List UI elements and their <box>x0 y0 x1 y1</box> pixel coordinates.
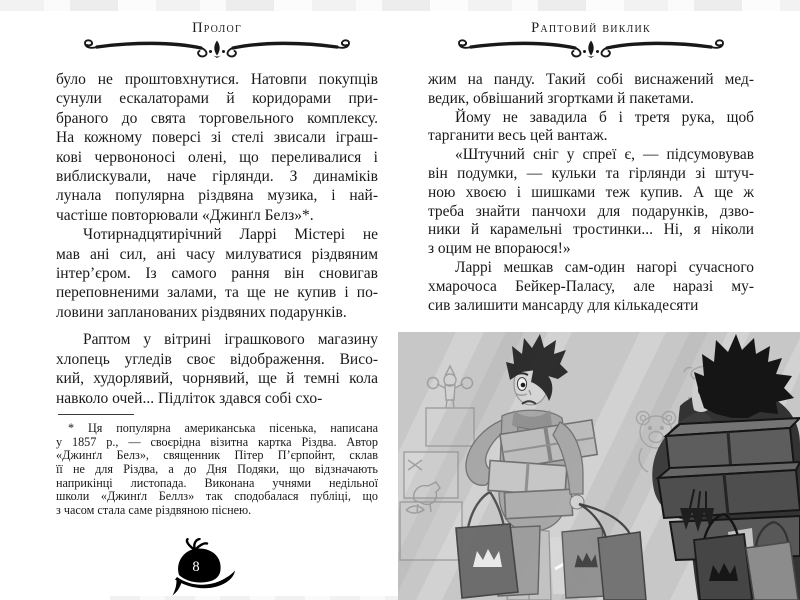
text-line: мав ані сил, ані часу милуватися різдвяним <box>56 245 378 263</box>
text-line: з оцим не впораюся!» <box>428 240 571 258</box>
page-number: 8 <box>192 559 200 575</box>
ornamental-flourish <box>81 39 353 59</box>
ornamental-flourish <box>455 39 727 59</box>
footnote-line: * Ця популярна американська пісенька, написана <box>68 420 378 435</box>
chapter-title-right: Раптовий виклик <box>531 20 651 36</box>
text-line: браного до свята торговельного комплексу. <box>56 109 378 127</box>
text-line: Ларрі мешкав сам-один нагорі сучасного <box>455 258 754 276</box>
text-line: частіше повторювали «Джинґл Белз»*. <box>56 206 314 224</box>
text-line: ною хвоєю і шишками теж купив. А ще ж <box>428 183 754 201</box>
footnote-text <box>56 422 378 518</box>
text-line: треба знайти панчохи для подарунків, дзво- <box>428 202 754 220</box>
text-line: переповненими залами, та ще не купив і по- <box>56 284 378 302</box>
footnote-line: у 1857 р., — своєрідна візитна картка Різдва. Автор <box>56 434 378 449</box>
text-line: виблискували, наче гірлянди. З динаміків <box>56 168 378 186</box>
page-number-badge <box>165 538 239 598</box>
story-illustration <box>398 332 800 600</box>
text-line: він подумки, — кульки та гірлянди зі штуч- <box>428 164 754 182</box>
right-page-text <box>428 71 754 315</box>
text-line: кові червононосі олені, що переливалися і <box>56 148 378 166</box>
footnote-line: наприкінці листопада. Виконана учнями недільної <box>56 475 378 490</box>
paragraph <box>428 146 754 259</box>
footnote-line: її не для Різдва, а до Дня Подяки, що відзначають <box>56 462 378 477</box>
paragraph <box>428 71 754 109</box>
text-line: сунули ескалаторами й коридорами при- <box>56 90 378 108</box>
paragraph <box>56 225 378 322</box>
text-line: лунала популярна різдвяна музика, і най- <box>56 187 378 205</box>
footnote-rule <box>58 414 134 415</box>
paragraph <box>428 109 754 147</box>
text-line: тарганити весь цей вантаж. <box>428 127 608 145</box>
footnote-line: з часом стала саме різдвяною піснею. <box>56 503 252 518</box>
scan-edge-bottom <box>110 596 400 600</box>
text-line: жим на панду. Такий собі виснажений мед- <box>428 71 754 88</box>
text-line: «Штучний сніг у спреї є, — підсумовував <box>455 146 754 164</box>
footnote-line: школи «Джинґл Беллз» так сподобалася публіці, що <box>56 489 378 504</box>
scan-edge-top <box>0 0 800 11</box>
flourish-center-ornament <box>209 41 225 59</box>
text-line: Раптом у вітрині іграшкового магазину <box>83 331 378 349</box>
flourish-center-ornament <box>583 41 599 59</box>
left-page <box>56 20 378 575</box>
chapter-title-left: Пролог <box>192 20 242 36</box>
footnote-line: «Джинґл Белз», священник Пітер П’єрпойнт, склав <box>56 448 378 463</box>
paragraph <box>56 70 378 225</box>
text-line: Йому не завадила б і третя рука, щоб <box>455 108 754 126</box>
text-line: ведик, обвішаний згортками й пакетами. <box>428 89 694 107</box>
hat-bow <box>187 539 207 550</box>
paragraph <box>56 330 378 408</box>
left-page-text <box>56 70 378 408</box>
text-line: було не проштовхнутися. Натовпи покупців <box>56 71 378 88</box>
text-line: кий, худорлявий, чорнявий, ще й темні кола <box>56 370 378 388</box>
text-line: інтер’єром. Із самого рання він сновигав <box>56 265 378 283</box>
text-line: ловини запланованих різдвяних подарунків. <box>56 303 347 321</box>
text-line: ники й карамельні тростинки... Ні, я ніколи <box>428 221 754 239</box>
shelf-boxes-sketch <box>400 452 462 560</box>
paragraph <box>428 259 754 315</box>
text-line: хлопець угледів своє відображення. Висо- <box>56 350 378 368</box>
text-line: навколо очей... Підліток здався собі схо- <box>56 389 323 407</box>
footnote <box>56 414 378 518</box>
text-line: сив залишити мансарду для кількадесяти <box>428 296 699 314</box>
text-line: На кожному поверсі зі стелі звисали іграш- <box>56 129 378 147</box>
text-line: хмарочоса Бейкер-Паласу, але наразі му- <box>428 277 754 295</box>
text-line: Чотирнадцятирічний Ларрі Містері не <box>83 226 378 244</box>
right-page <box>428 20 754 315</box>
